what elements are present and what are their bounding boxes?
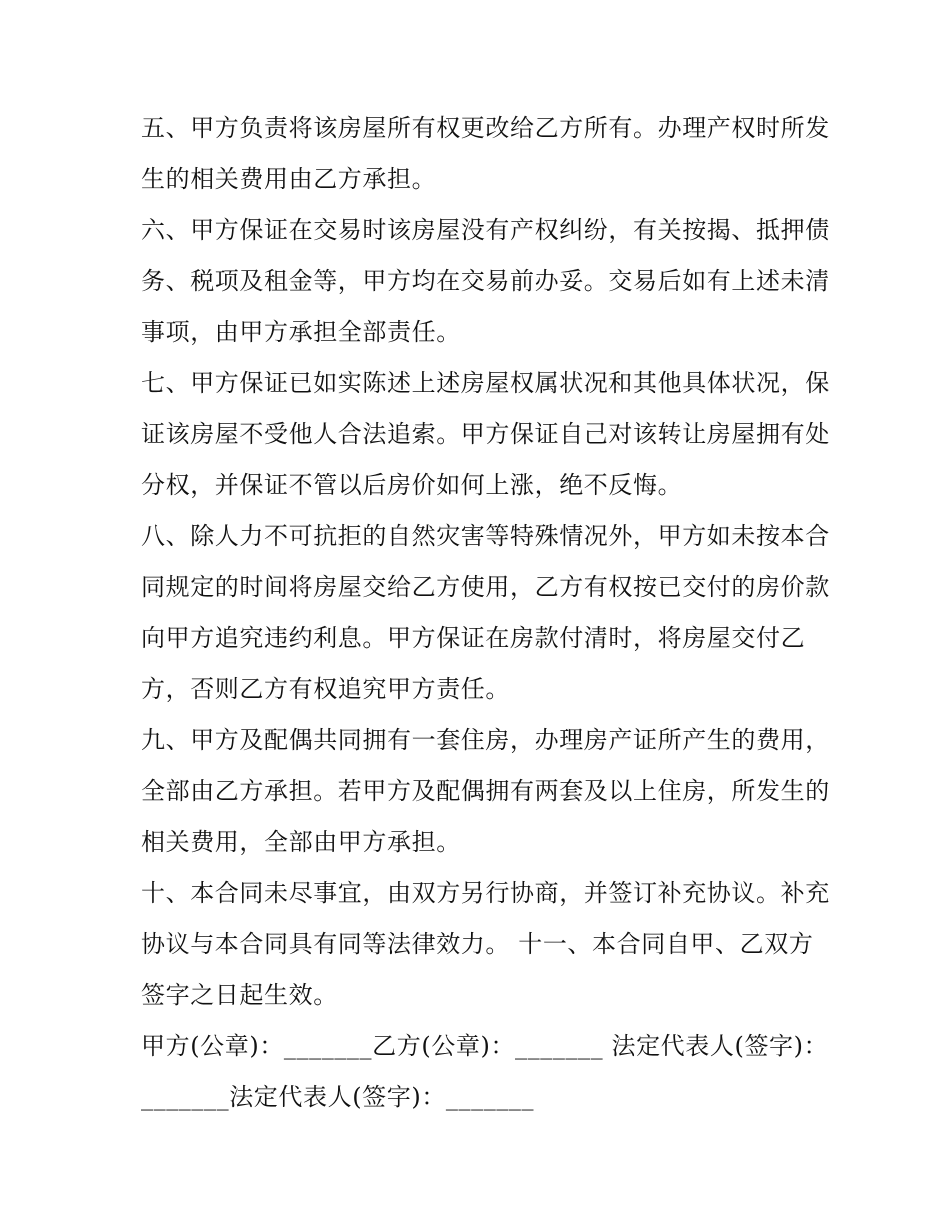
clause-9: 九、甲方及配偶共同拥有一套住房，办理房产证所产生的费用，全部由乙方承担。若甲方及配偶拥有两套及以上住房，所发生的相关费用，全部由甲方承担。 xyxy=(141,726,830,856)
clause-8: 八、除人力不可抗拒的自然灾害等特殊情况外，甲方如未按本合同规定的时间将房屋交给乙方使用，乙方有权按已交付的房价款向甲方追究违约利息。甲方保证在房款付清时，将房屋交付乙方，否则乙方有权追究甲方责任。 xyxy=(141,522,830,703)
clause-7: 七、甲方保证已如实陈述上述房屋权属状况和其他具体状况，保证该房屋不受他人合法追索。甲方保证自己对该转让房屋拥有处分权，并保证不管以后房价如何上涨，绝不反悔。 xyxy=(141,369,830,499)
document-body xyxy=(141,103,831,1123)
signature-lines: 甲方(公章)：_______乙方(公章)：_______ 法定代表人(签字)：_______法定代表人(签字)：_______ xyxy=(141,1032,829,1111)
clause-10-11: 十、本合同未尽事宜，由双方另行协商，并签订补充协议。补充协议与本合同具有同等法律效力。 十一、本合同自甲、乙双方签字之日起生效。 xyxy=(141,879,830,1009)
clause-5: 五、甲方负责将该房屋所有权更改给乙方所有。办理产权时所发生的相关费用由乙方承担。 xyxy=(141,114,830,193)
clause-6: 六、甲方保证在交易时该房屋没有产权纠纷，有关按揭、抵押债务、税项及租金等，甲方均在交易前办妥。交易后如有上述未清事项，由甲方承担全部责任。 xyxy=(141,216,830,346)
